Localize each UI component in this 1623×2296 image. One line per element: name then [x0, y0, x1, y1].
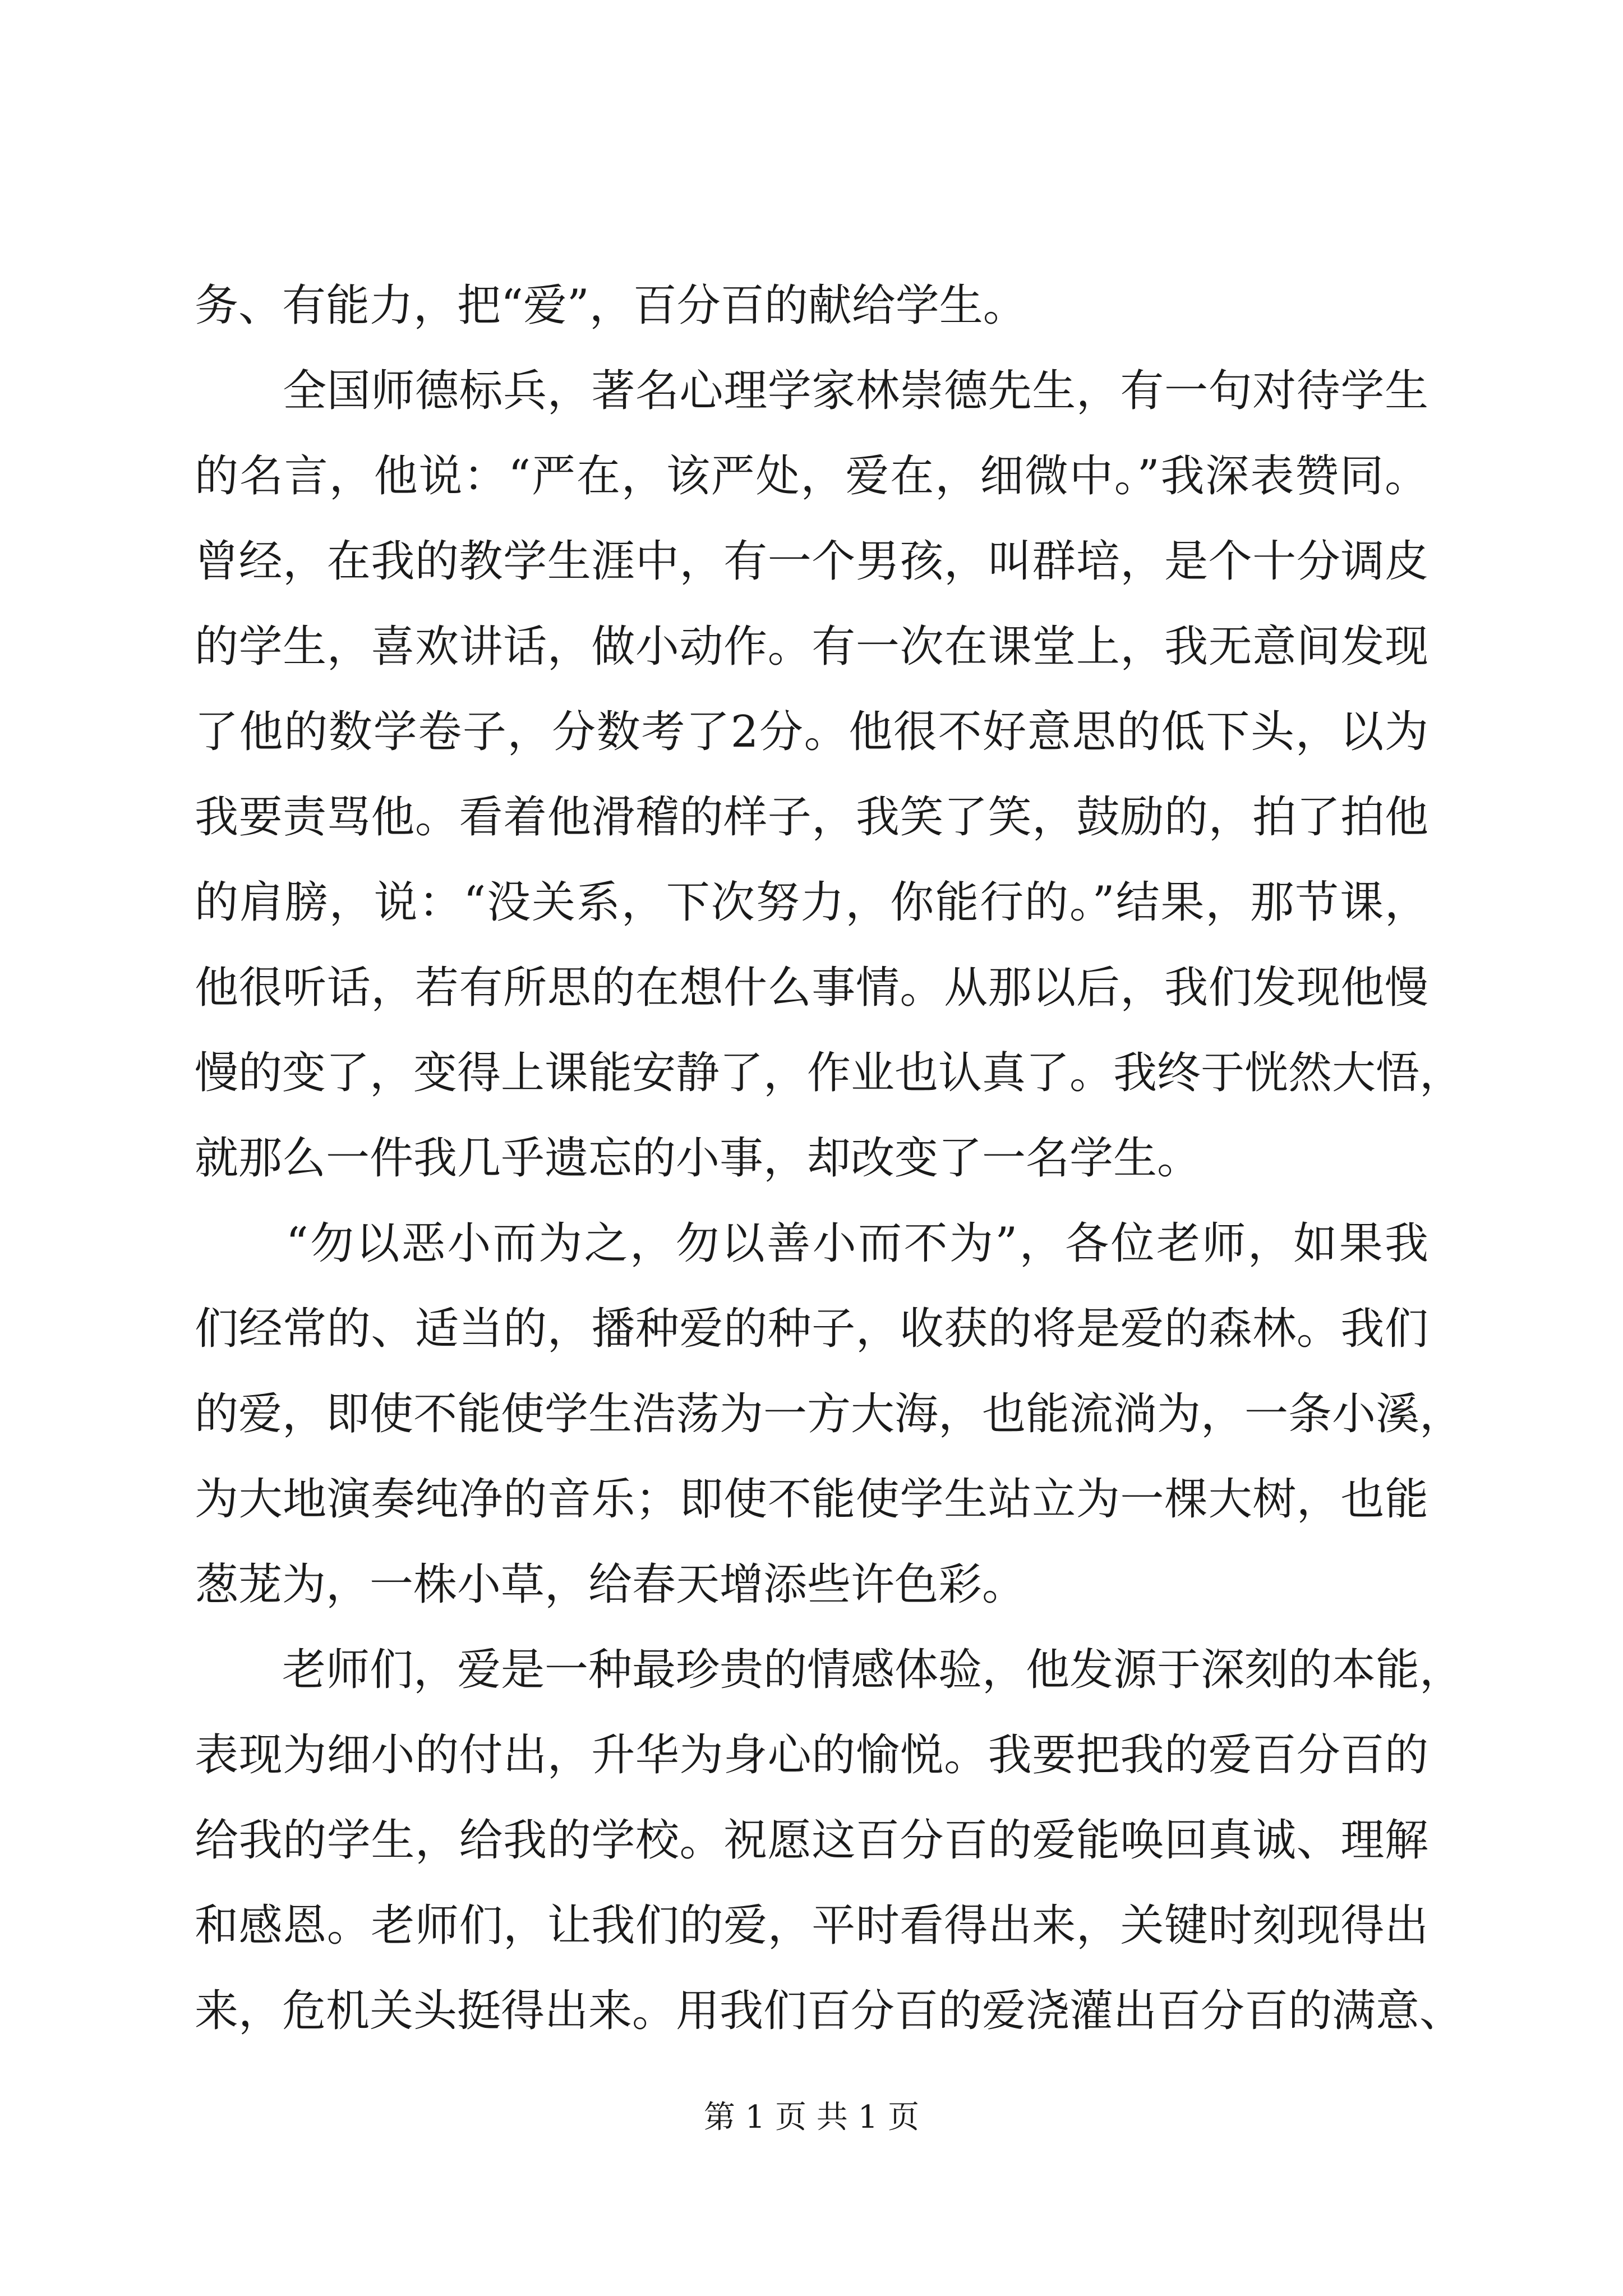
- text-line: 全国师德标兵，著名心理学家林崇德先生，有一句对待学生: [195, 366, 1428, 416]
- text-line: 曾经，在我的教学生涯中，有一个男孩，叫群培，是个十分调皮: [195, 536, 1428, 587]
- text-line: 和感恩。老师们，让我们的爱，平时看得出来，关键时刻现得出: [195, 1901, 1428, 1951]
- text-line: 我要责骂他。看着他滑稽的样子，我笑了笑，鼓励的，拍了拍他: [195, 792, 1428, 843]
- text-line: “勿以恶小而为之，勿以善小而不为”，各位老师，如果我: [195, 1218, 1428, 1269]
- text-line: 们经常的、适当的，播种爱的种子，收获的将是爱的森林。我们: [195, 1304, 1428, 1354]
- text-line: 表现为细小的付出，升华为身心的愉悦。我要把我的爱百分百的: [195, 1730, 1428, 1780]
- text-line: 了他的数学卷子，分数考了2分。他很不好意思的低下头，以为: [195, 707, 1428, 757]
- text-line: 的爱，即使不能使学生浩荡为一方大海，也能流淌为，一条小溪，: [195, 1389, 1464, 1439]
- text-line: 的学生，喜欢讲话，做小动作。有一次在课堂上，我无意间发现: [195, 622, 1428, 672]
- text-line: 的名言，他说：“严在，该严处，爱在，细微中。”我深表赞同。: [195, 451, 1428, 501]
- text-line: 的肩膀，说：“没关系，下次努力，你能行的。”结果，那节课，: [195, 877, 1428, 928]
- text-line: 慢的变了，变得上课能安静了，作业也认真了。我终于恍然大悟，: [195, 1048, 1464, 1098]
- text-line: 老师们，爱是一种最珍贵的情感体验，他发源于深刻的本能，: [195, 1645, 1464, 1695]
- text-line: 就那么一件我几乎遗忘的小事，却改变了一名学生。: [195, 1133, 1201, 1184]
- page-footer: 第 1 页 共 1 页: [703, 2099, 920, 2136]
- text-line: 他很听话，若有所思的在想什么事情。从那以后，我们发现他慢: [195, 963, 1428, 1013]
- text-line: 为大地演奏纯净的音乐；即使不能使学生站立为一棵大树，也能: [195, 1474, 1428, 1525]
- text-line: 葱茏为，一株小草，给春天增添些许色彩。: [195, 1559, 1026, 1610]
- text-line: 给我的学生，给我的学校。祝愿这百分百的爱能唤回真诚、理解: [195, 1815, 1428, 1866]
- text-line: 务、有能力，把“爱”，百分百的献给学生。: [195, 280, 1027, 331]
- text-line: 来，危机关头挺得出来。用我们百分百的爱浇灌出百分百的满意、: [195, 1986, 1464, 2036]
- body-text: [195, 263, 1464, 2054]
